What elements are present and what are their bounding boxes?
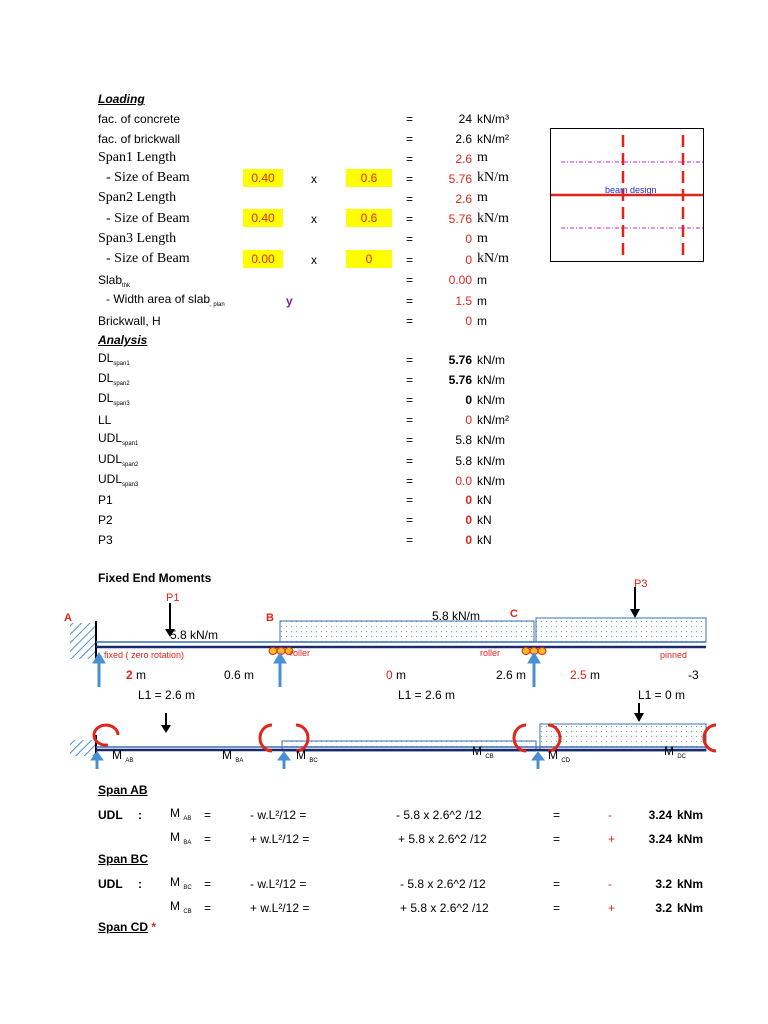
- moment-value: 3.24: [648, 832, 672, 846]
- times-sign: x: [311, 172, 317, 186]
- beam-depth-input[interactable]: 0: [346, 250, 392, 268]
- row-label: Span3 Length: [98, 231, 177, 246]
- row-label: $DL_{span2}$: [98, 371, 130, 387]
- equals: =: [406, 132, 414, 146]
- point-b-label: B: [266, 612, 274, 624]
- beam-design-inset: [550, 128, 704, 262]
- row-unit: kN/m: [477, 433, 505, 447]
- row-value: 2.6: [455, 152, 472, 166]
- row-label: P2: [98, 513, 113, 527]
- row-value: 1.5: [455, 294, 472, 308]
- row-value: 0: [465, 493, 472, 507]
- row-value: 0.00: [448, 273, 472, 287]
- row-label: $DL_{span1}$: [98, 351, 130, 367]
- slab-y-mark: y: [286, 294, 293, 308]
- equals: =: [553, 808, 561, 822]
- row-label: Brickwall, H: [98, 314, 161, 328]
- row-label: Slab$_{thk}$: [98, 273, 131, 289]
- moment-bc-label: M $_{BC}$: [296, 748, 318, 764]
- row-unit: kN/m: [477, 393, 505, 407]
- calculation: + 5.8 x 2.6^2 /12: [398, 832, 487, 846]
- formula: + w.L²/12 =: [250, 901, 310, 915]
- point-c-label: C: [510, 608, 518, 620]
- row-label: - Size of Beam: [106, 251, 190, 266]
- row-value: 5.76: [448, 353, 472, 367]
- equals: =: [406, 433, 414, 447]
- equals: =: [406, 454, 414, 468]
- row-value: 0: [465, 413, 472, 427]
- moment-unit: kNm: [677, 901, 704, 915]
- moment-unit: kNm: [677, 832, 704, 846]
- equals: =: [406, 253, 414, 267]
- moment-unit: kNm: [677, 808, 704, 822]
- udl-cd-block: [536, 618, 706, 642]
- dim-c2: -3: [688, 668, 699, 682]
- row-unit: kN/m³: [477, 112, 509, 126]
- row-value: 2.6: [455, 132, 472, 146]
- equals: =: [553, 877, 561, 891]
- row-unit: kN/m²: [477, 413, 509, 427]
- span-ab-title: Span AB: [98, 783, 148, 797]
- sign: +: [608, 832, 616, 846]
- length-l2: L1 = 2.6 m: [398, 688, 456, 702]
- moment-ab-label: M $_{AB}$: [112, 748, 134, 764]
- row-value: 5.76: [448, 172, 472, 186]
- p3-label: P3: [634, 578, 648, 590]
- row-value: 0: [465, 253, 472, 267]
- row-value: 0: [465, 393, 472, 407]
- equals: =: [406, 353, 414, 367]
- roller-b-label: roller: [290, 648, 311, 658]
- moment-symbol: M $_{BA}$: [170, 830, 192, 846]
- row-label: - Width area of slab$_{, plan}$: [106, 292, 225, 308]
- moment-ba-label: M $_{BA}$: [222, 748, 244, 764]
- equals: =: [204, 877, 212, 891]
- row-value: 0: [465, 533, 472, 547]
- equals: =: [406, 474, 414, 488]
- row-unit: kN: [477, 513, 492, 527]
- formula: + w.L²/12 =: [250, 832, 310, 846]
- formula: - w.L²/12 =: [250, 808, 307, 822]
- equals: =: [406, 273, 414, 287]
- equals: =: [406, 212, 414, 226]
- row-unit: kN/m: [477, 474, 505, 488]
- beam-design-sketch: [551, 129, 703, 261]
- row-value: 5.76: [448, 212, 472, 226]
- row-value: 5.76: [448, 373, 472, 387]
- udl-label: UDL: [98, 877, 123, 891]
- equals: =: [406, 413, 414, 427]
- pinned-label: pinned: [660, 650, 688, 660]
- row-value: 5.8: [455, 454, 472, 468]
- equals: =: [553, 832, 561, 846]
- colon: :: [138, 808, 142, 822]
- equals: =: [406, 373, 414, 387]
- moment-unit: kNm: [677, 877, 704, 891]
- fixed-label: fixed ( zero rotation): [104, 650, 185, 660]
- span-cd-title: Span CD *: [98, 920, 157, 934]
- equals: =: [406, 533, 414, 547]
- row-label: fac. of concrete: [98, 112, 181, 126]
- dim-b2: 2.6 m: [496, 668, 527, 682]
- equals: =: [406, 393, 414, 407]
- row-unit: m: [477, 190, 488, 205]
- row-label: - Size of Beam: [106, 211, 190, 226]
- calculation: - 5.8 x 2.6^2 /12: [400, 877, 486, 891]
- equals: =: [204, 832, 212, 846]
- fem-heading: Fixed End Moments: [98, 571, 212, 585]
- row-label: fac. of brickwall: [98, 132, 181, 146]
- moment-cd-label: M $_{CD}$: [548, 748, 571, 764]
- dim-a1: 2 m: [126, 668, 147, 682]
- row-unit: kN/m: [477, 251, 509, 266]
- row-unit: kN: [477, 493, 492, 507]
- row-value: 5.8: [455, 433, 472, 447]
- udl-label: UDL: [98, 808, 123, 822]
- sign: +: [608, 901, 616, 915]
- row-unit: kN/m: [477, 353, 505, 367]
- fixed-wall: [70, 623, 96, 659]
- moment-value: 3.2: [655, 877, 672, 891]
- row-unit: kN/m: [477, 211, 509, 226]
- moment-dc-label: M $_{DC}$: [664, 744, 687, 760]
- equals: =: [406, 294, 414, 308]
- row-unit: m: [477, 294, 487, 308]
- beam-depth-input[interactable]: 0.6: [346, 169, 392, 187]
- row-value: 24: [458, 112, 472, 126]
- row-label: $UDL_{span1}$: [98, 431, 139, 447]
- moment-cb-label: M $_{CB}$: [472, 744, 494, 760]
- row-label: - Size of Beam: [106, 170, 190, 185]
- equals: =: [406, 314, 414, 328]
- row-unit: kN/m: [477, 170, 509, 185]
- equals: =: [204, 901, 212, 915]
- p3-arrow-icon: [630, 609, 640, 618]
- p1-label: P1: [166, 592, 180, 604]
- beam-design-label: beam design: [605, 185, 657, 195]
- row-label: Span2 Length: [98, 190, 177, 205]
- dim-c1: 2.5 m: [570, 668, 601, 682]
- calculation: - 5.8 x 2.6^2 /12: [396, 808, 482, 822]
- udl-bc-label: 5.8 kN/m: [432, 609, 481, 623]
- equals: =: [204, 808, 212, 822]
- row-unit: m: [477, 150, 488, 165]
- moment-symbol: M $_{BC}$: [170, 875, 192, 891]
- row-label: $DL_{span3}$: [98, 391, 130, 407]
- point-a-label: A: [64, 612, 72, 624]
- moment-value: 3.2: [655, 901, 672, 915]
- equals: =: [406, 112, 414, 126]
- row-unit: kN: [477, 533, 492, 547]
- analysis-heading: Analysis: [98, 333, 148, 347]
- row-unit: kN/m²: [477, 132, 509, 146]
- length-l3: L1 = 0 m: [638, 688, 686, 702]
- dim-a2: 0.6 m: [224, 668, 255, 682]
- udl-ab-label: 5.8 kN/m: [170, 628, 219, 642]
- row-unit: kN/m: [477, 373, 505, 387]
- beam-width-input[interactable]: 0.40: [243, 209, 283, 227]
- row-label: $UDL_{span3}$: [98, 472, 139, 488]
- row-value: 0: [465, 314, 472, 328]
- times-sign: x: [311, 212, 317, 226]
- equals: =: [406, 493, 414, 507]
- row-label: $UDL_{span2}$: [98, 452, 139, 468]
- beam-width-input[interactable]: 0.40: [243, 169, 283, 187]
- equals: =: [406, 513, 414, 527]
- equals: =: [406, 192, 414, 206]
- loading-heading: Loading: [98, 92, 145, 106]
- row-unit: m: [477, 273, 487, 287]
- colon: :: [138, 877, 142, 891]
- sign: -: [608, 808, 612, 822]
- row-unit: m: [477, 314, 487, 328]
- equals: =: [406, 172, 414, 186]
- row-label: P3: [98, 533, 113, 547]
- dim-b1: 0 m: [386, 668, 407, 682]
- length-l1: L1 = 2.6 m: [138, 688, 196, 702]
- row-unit: kN/m: [477, 454, 505, 468]
- beam-diagram: [0, 585, 768, 770]
- calculation: + 5.8 x 2.6^2 /12: [400, 901, 489, 915]
- row-value: 0: [465, 513, 472, 527]
- moment-symbol: M $_{AB}$: [170, 806, 192, 822]
- row-value: 0.0: [455, 474, 472, 488]
- formula: - w.L²/12 =: [250, 877, 307, 891]
- row-value: 2.6: [455, 192, 472, 206]
- moment-value: 3.24: [648, 808, 672, 822]
- row-label: P1: [98, 493, 113, 507]
- udl-bc-block: [280, 621, 534, 642]
- moment-symbol: M $_{CB}$: [170, 899, 192, 915]
- row-unit: m: [477, 231, 488, 246]
- sign: -: [608, 877, 612, 891]
- times-sign: x: [311, 253, 317, 267]
- roller-c-label: roller: [480, 648, 501, 658]
- beam-depth-input[interactable]: 0.6: [346, 209, 392, 227]
- span-bc-title: Span BC: [98, 852, 149, 866]
- equals: =: [553, 901, 561, 915]
- equals: =: [406, 232, 414, 246]
- row-label: Span1 Length: [98, 150, 177, 165]
- moment-ab-icon: [94, 725, 118, 745]
- equals: =: [406, 152, 414, 166]
- beam-width-input[interactable]: 0.00: [243, 250, 283, 268]
- row-value: 0: [465, 232, 472, 246]
- row-label: LL: [98, 413, 112, 427]
